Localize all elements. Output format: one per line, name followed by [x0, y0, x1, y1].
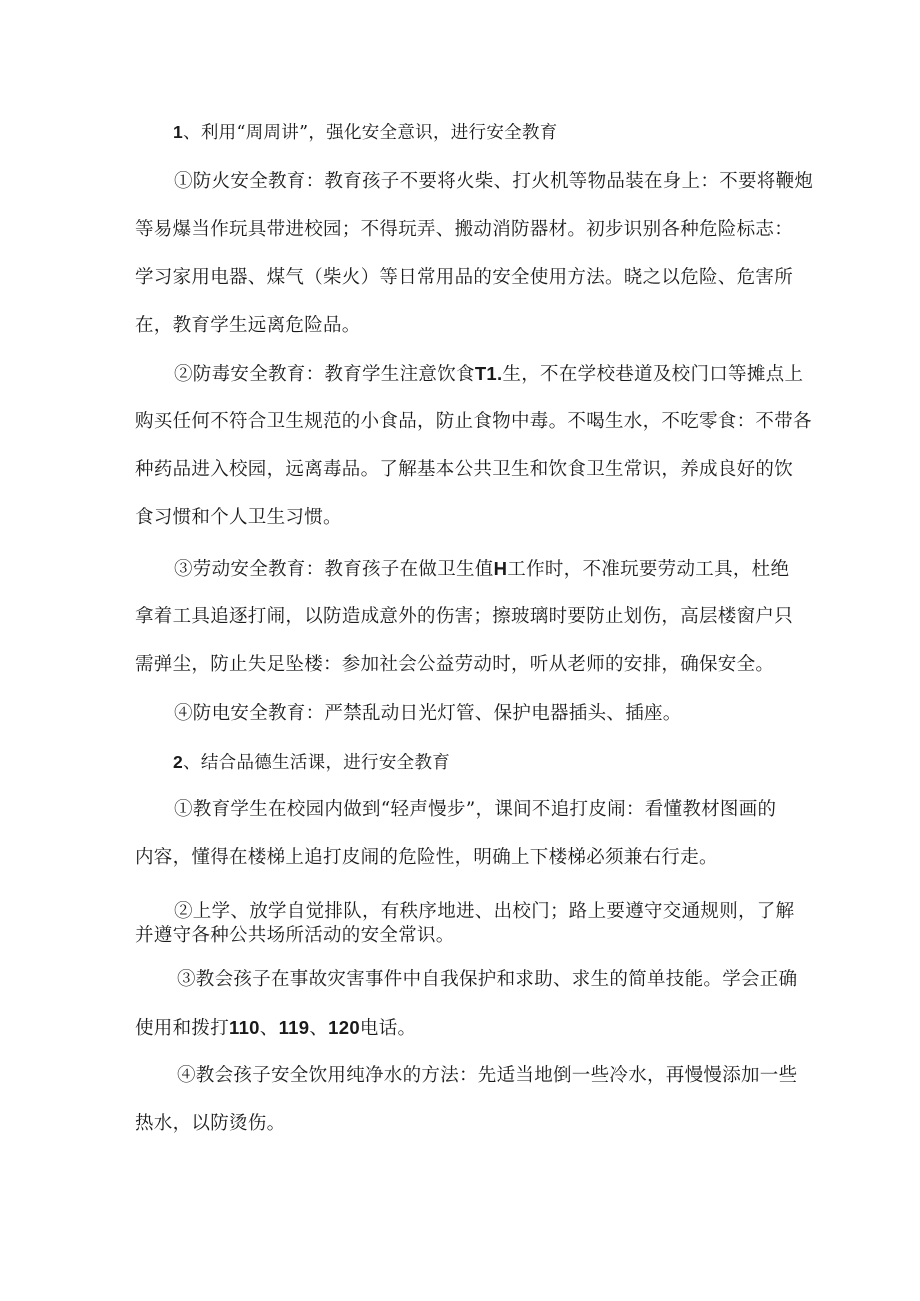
text-fragment: 使用和拨打: [135, 1018, 230, 1039]
phone-number: 110: [229, 1017, 260, 1038]
text-fragment: ②防毒安全教育：教育学生注意饮食: [174, 364, 475, 385]
text-line: 等易爆当作玩具带进校园；不得玩弄、搬动消防器材。初步识别各种危险标志：: [135, 219, 794, 240]
paragraph-electric-safety: [135, 702, 790, 726]
text-line: [135, 557, 790, 581]
text-line: ②上学、放学自觉排队，有秩序地进、出校门；路上要遵守交通规则，了解: [174, 901, 795, 922]
heading-number: 2: [173, 752, 184, 772]
text-line: 在，教育学生远离危险品。: [135, 315, 361, 336]
text-line: ①教育学生在校园内做到“轻声慢步”，课间不追打皮闹：看懂教材图画的: [174, 799, 777, 820]
paragraph-quiet-walking: [135, 798, 790, 870]
paragraph-self-rescue: [135, 968, 798, 1040]
text-line: ④教会孩子安全饮用纯净水的方法：先适当地倒一些冷水，再慢慢添加一些: [177, 1065, 798, 1086]
text-fragment: 、: [259, 1018, 279, 1039]
text-line: 内容，懂得在楼梯上追打皮闹的危险性，明确上下楼梯必须兼右行走。: [135, 847, 718, 868]
text-line: 学习家用电器、煤气（柴火）等日常用品的安全使用方法。晓之以危险、危害所: [135, 267, 794, 288]
text-line: 拿着工具追逐打闹，以防造成意外的伤害；擦玻璃时要防止划伤，高层楼窗户只: [135, 606, 794, 627]
text-fragment: ③劳动安全教育：教育孩子在做卫生值: [174, 559, 494, 580]
section-heading-2: [135, 750, 790, 774]
heading-text: 、结合品德生活课，进行安全教育: [183, 753, 451, 773]
text-line: 食习惯和个人卫生习惯。: [135, 507, 342, 528]
heading-text: 、利用“周周讲”，强化安全意识，进行安全教育: [183, 123, 558, 143]
text-line: 并遵守各种公共场所活动的安全常识。: [135, 925, 455, 946]
text-fragment: 电话。: [359, 1018, 417, 1039]
text-line: ③教会孩子在事故灾害事件中自我保护和求助、求生的简单技能。学会正确: [177, 969, 798, 990]
paragraph-queue-traffic: [135, 900, 795, 948]
text-line: 热水，以防烫伤。: [135, 1113, 286, 1134]
paragraph-labor-safety: [135, 557, 794, 677]
heading-number: 1: [173, 122, 184, 142]
paragraph-water-safety: [135, 1064, 798, 1136]
text-line: ④防电安全教育：严禁乱动日光灯管、保护电器插头、插座。: [174, 703, 682, 724]
text-fragment: 、: [309, 1018, 329, 1039]
text-line: 种药品进入校园，远离毒品。了解基本公共卫生和饮食卫生常识，养成良好的饮: [135, 459, 794, 480]
paragraph-fire-safety: [135, 170, 814, 338]
text-line: 购买任何不符合卫生规范的小食品，防止食物中毒。不喝生水，不吃零食：不带各: [135, 411, 812, 432]
text-fragment: H: [493, 558, 508, 579]
phone-number: 120: [328, 1017, 360, 1038]
paragraph-poison-safety: [135, 362, 812, 530]
text-line: ①防火安全教育：教育孩子不要将火柴、打火机等物品装在身上：不要将鞭炮: [174, 171, 814, 192]
phone-number: 119: [278, 1017, 310, 1038]
text-line: 需弹尘，防止失足坠楼：参加社会公益劳动时，听从老师的安排，确保安全。: [135, 654, 775, 675]
text-line: [135, 1016, 790, 1040]
text-line: [135, 362, 804, 386]
text-fragment: T1.: [474, 363, 503, 384]
section-heading-1: [135, 120, 790, 144]
text-fragment: 生，不在学校巷道及校门口等摊点上: [502, 364, 804, 385]
text-fragment: 工作时，不准玩要劳动工具，杜绝: [507, 559, 790, 580]
